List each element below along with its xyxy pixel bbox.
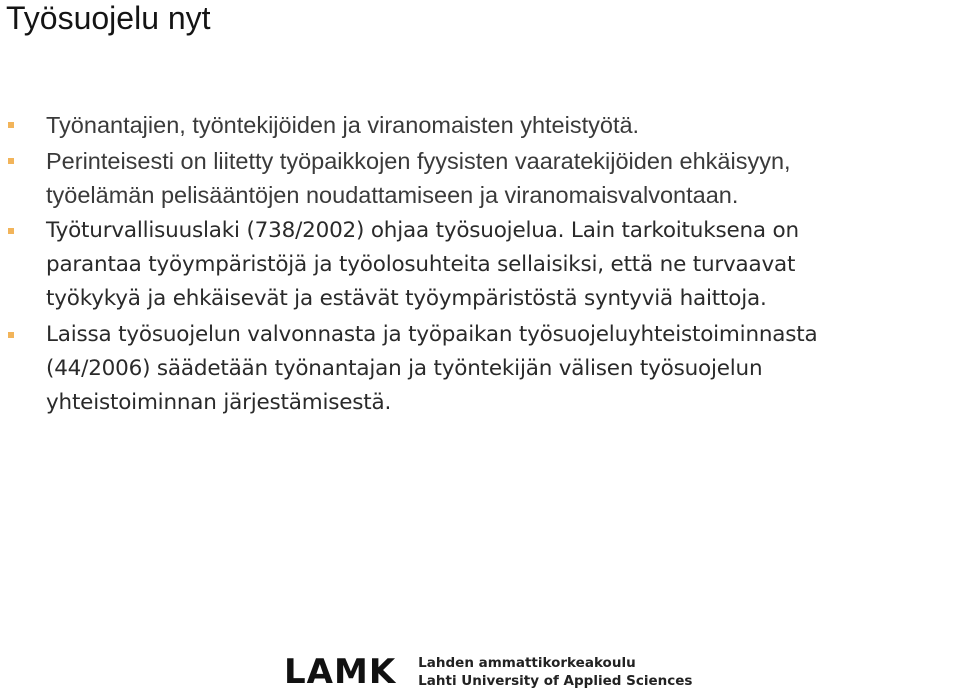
logo-text	[418, 654, 692, 690]
logo-mark: LAMK	[284, 652, 397, 692]
lamk-logo	[284, 652, 692, 692]
logo-name-fi: Lahden ammattikorkeakoulu	[418, 655, 636, 671]
bullet-text-line: Työturvallisuuslaki (738/2002) ohjaa työsuojelua. Lain tarkoituksena on	[46, 218, 799, 243]
bullet-marker-icon	[8, 158, 14, 164]
bullet-text-line: parantaa työympäristöjä ja työolosuhteita sellaisiksi, että ne turvaavat	[46, 252, 796, 277]
bullet-text-line: Laissa työsuojelun valvonnasta ja työpaikan työsuojeluyhteistoiminnasta	[46, 322, 818, 347]
bullet-item	[0, 214, 960, 316]
bullet-text-line: Työnantajien, työntekijöiden ja viranomaisten yhteistyötä.	[46, 112, 640, 138]
logo-name-en: Lahti University of Applied Sciences	[418, 673, 693, 689]
bullet-list	[0, 108, 960, 422]
bullet-marker-icon	[8, 122, 14, 128]
bullet-item	[0, 108, 960, 142]
bullet-text-line: työkykyä ja ehkäisevät ja estävät työympäristöstä syntyviä haittoja.	[46, 286, 767, 311]
bullet-text-line: (44/2006) säädetään työnantajan ja työntekijän välisen työsuojelun	[46, 356, 763, 381]
slide-title: Työsuojelu nyt	[6, 0, 211, 36]
bullet-text-line: Perinteisesti on liitetty työpaikkojen fyysisten vaaratekijöiden ehkäisyyn,	[46, 148, 791, 174]
bullet-marker-icon	[8, 228, 14, 234]
bullet-text-line: yhteistoiminnan järjestämisestä.	[46, 390, 392, 415]
bullet-text-line: työelämän pelisääntöjen noudattamiseen ja viranomaisvalvontaan.	[46, 182, 739, 208]
bullet-item	[0, 318, 960, 420]
bullet-marker-icon	[8, 332, 14, 338]
bullet-item	[0, 144, 960, 212]
